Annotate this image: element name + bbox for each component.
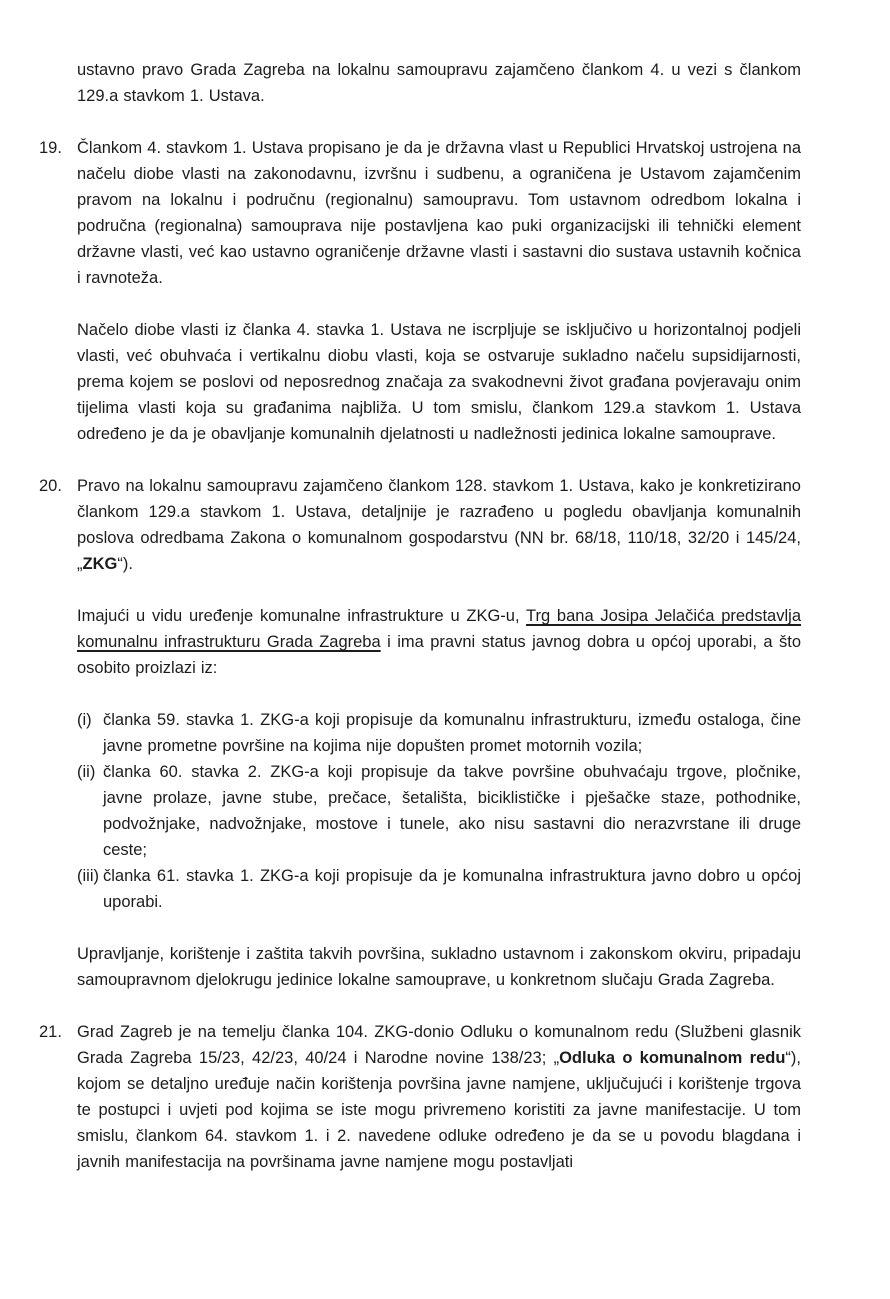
list-item-marker: (i) (77, 711, 92, 729)
list-item-ii (77, 759, 801, 863)
list-item-i (77, 707, 801, 759)
bold-text-run: Odluka o komunalnom redu (559, 1049, 786, 1067)
text-run: članka 59. stavka 1. ZKG-a koji propisuje da komunalnu infrastrukturu, između ostaloga, čine javne prometne površine na kojima nije dopušten promet motornih vozila; (103, 711, 801, 755)
paragraph-number: 21. (39, 1023, 62, 1041)
list-item-marker: (iii) (77, 867, 99, 885)
paragraph-19 (39, 135, 801, 291)
paragraph-number: 19. (39, 139, 62, 157)
list-item-iii (77, 863, 801, 915)
text-run: Člankom 4. stavkom 1. Ustava propisano je da je državna vlast u Republici Hrvatskoj ustrojena na načelu diobe vlasti na zakonodavnu, izvršnu i sudbenu, a ograničena je Ustavom zajamčenim pravom na lokalnu i područnu (regionalnu) samoupravu. Tom ustavnom odredbom lokalna i područna (regionalna) samouprava nije postavljena kao puki organizacijski ili tehnički element državne vlasti, već kao ustavno ograničenje državne vlasti i sastavni dio sustava ustavnih kočnica i ravnoteža. (77, 139, 801, 287)
text-run: “). (117, 555, 133, 573)
paragraph-20 (39, 473, 801, 577)
text-run: Pravo na lokalnu samoupravu zajamčeno člankom 128. stavkom 1. Ustava, kako je konkretizirano člankom 129.a stavkom 1. Ustava, detaljnije je razrađeno u pogledu obavljanja komunalnih poslova odredbama Zakona o komunalnom gospodarstvu (NN br. 68/18, 110/18, 32/20 i 145/24, „ (77, 477, 801, 573)
paragraph-20-continuation (77, 603, 801, 681)
paragraph-number: 20. (39, 477, 62, 495)
document-body (0, 57, 890, 1175)
text-run: “), kojom se detaljno uređuje način korištenja površina javne namjene, uključujući i korištenje trgova te postupci i uvjeti pod kojima se iste mogu privremeno koristiti za javne manifestacije. U tom smislu, člankom 64. stavkom 1. i 2. navedene odluke određeno je da se u povodu blagdana i javnih manifestacija na površinama javne namjene mogu postavljati (77, 1049, 801, 1171)
paragraph-20-closing (77, 941, 801, 993)
text-run: Imajući u vidu uređenje komunalne infrastrukture u ZKG-u, (77, 607, 527, 625)
text-run: Grad Zagreb je na temelju članka 104. ZKG-donio Odluku o komunalnom redu (Službeni glasnik Grada Zagreba 15/23, 42/23, 40/24 i Narodne novine 138/23; „ (77, 1023, 801, 1067)
text-run: članka 60. stavka 2. ZKG-a koji propisuje da takve površine obuhvaćaju trgove, pločnike, javne prolaze, javne stube, prečace, šetališta, biciklističke i pješačke staze, pothodnike, podvožnjake, nadvožnjake, mostove i tunele, ako nisu sastavni dio nerazvrstane ili druge ceste; (103, 763, 801, 859)
text-run: ustavno pravo Grada Zagreba na lokalnu samoupravu zajamčeno člankom 4. u vezi s člankom 129.a stavkom 1. Ustava. (77, 61, 801, 105)
paragraph-21 (39, 1019, 801, 1175)
bold-text-run: ZKG (82, 555, 118, 573)
paragraph-19-continuation (77, 317, 801, 447)
underlined-text-run: Trg bana Josipa Jelačića predstavlja komunalnu infrastrukturu Grada Zagreba (77, 607, 801, 651)
paragraph-18-continuation (77, 57, 801, 109)
text-run: i ima pravni status javnog dobra u općoj uporabi, a što osobito proizlazi iz: (77, 633, 801, 677)
text-run: članka 61. stavka 1. ZKG-a koji propisuje da je komunalna infrastruktura javno dobro u općoj uporabi. (103, 867, 801, 911)
list-item-marker: (ii) (77, 763, 96, 781)
text-run: Načelo diobe vlasti iz članka 4. stavka 1. Ustava ne iscrpljuje se isključivo u horizontalnoj podjeli vlasti, već obuhvaća i vertikalnu diobu vlasti, koja se ostvaruje sukladno načelu supsidijarnosti, prema kojem se poslovi od neposrednog značaja za svakodnevni život građana povjeravaju onim tijelima vlasti koja su građanima najbliža. U tom smislu, člankom 129.a stavkom 1. Ustava određeno je da je obavljanje komunalnih djelatnosti u nadležnosti jedinica lokalne samouprave. (77, 321, 801, 443)
text-run: Upravljanje, korištenje i zaštita takvih površina, sukladno ustavnom i zakonskom okviru, pripadaju samoupravnom djelokrugu jedinice lokalne samouprave, u konkretnom slučaju Grada Zagreba. (77, 945, 801, 989)
